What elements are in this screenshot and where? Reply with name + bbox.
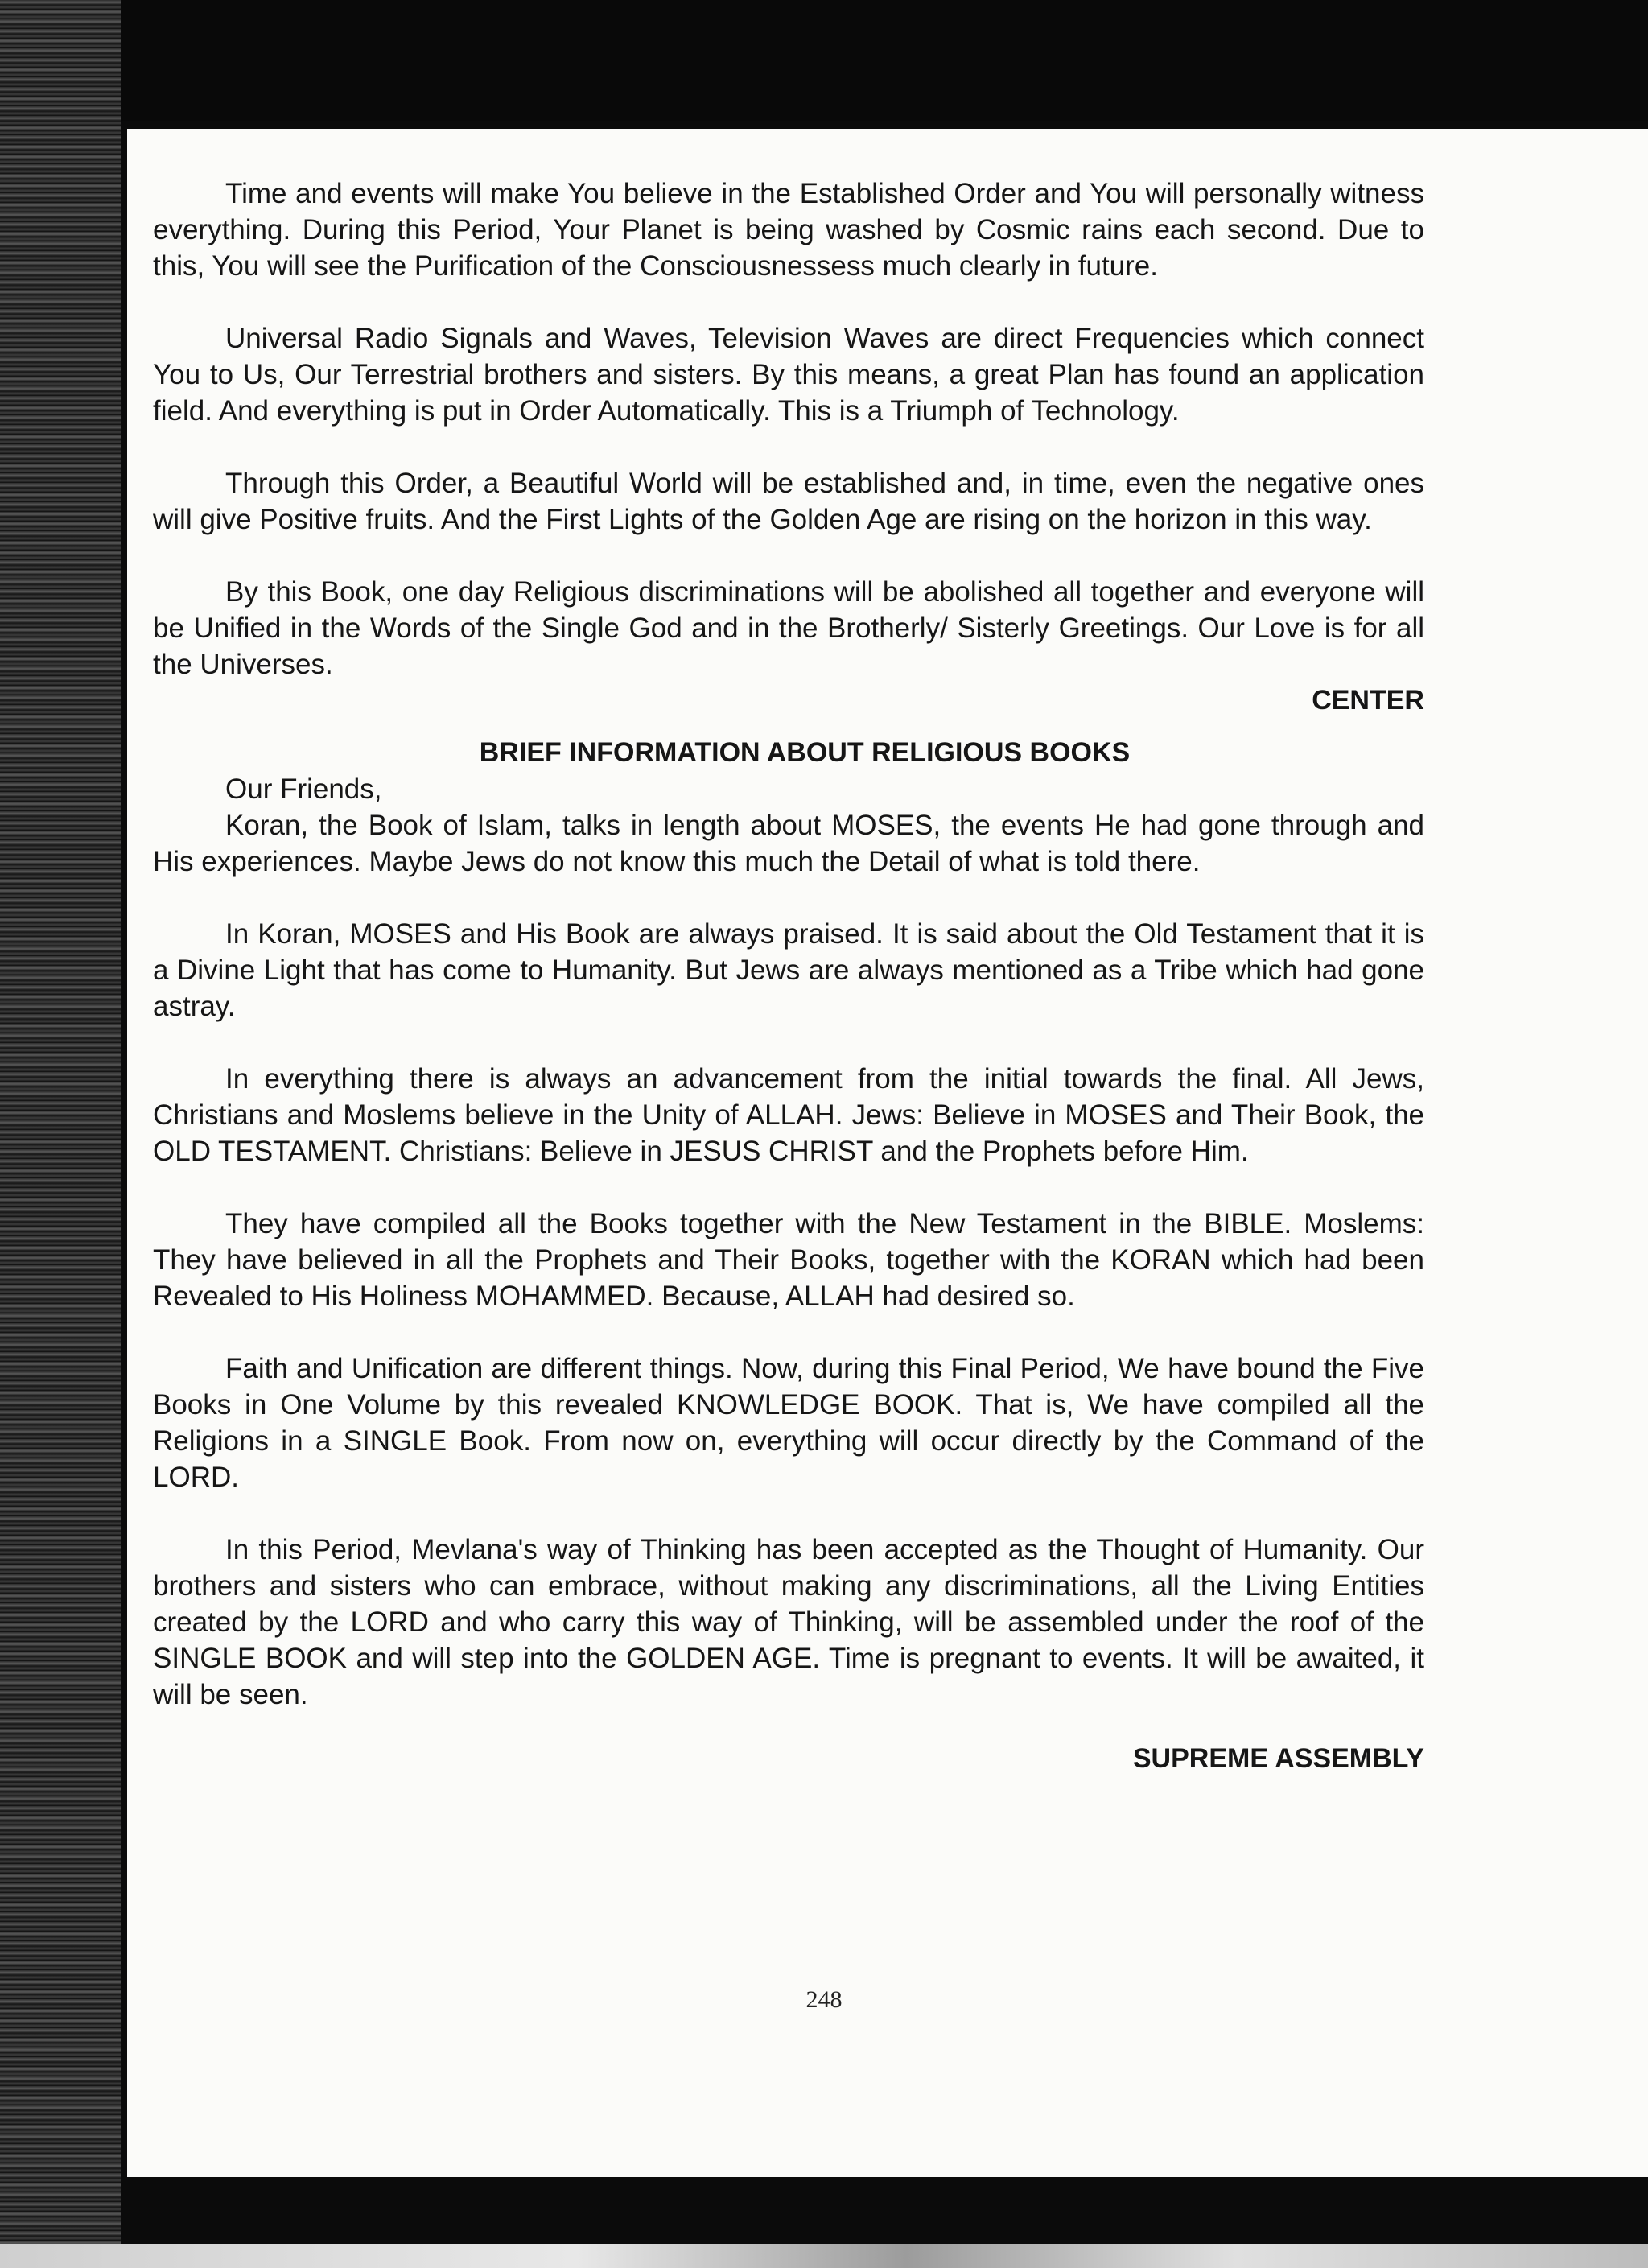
paragraph: Time and events will make You believe in the Established Order and You will personally witness everything. During this Period, Your Planet is being washed by Cosmic rains each second. Due to this, You will see the Purification of the Consciousnessess much clearly in future. <box>153 178 1424 282</box>
signature-center: CENTER <box>1312 685 1424 715</box>
section-heading: BRIEF INFORMATION ABOUT RELIGIOUS BOOKS <box>479 737 1131 768</box>
paragraph: Koran, the Book of Islam, talks in length about MOSES, the events He had gone through and His experiences. Maybe Jews do not know this much the Detail of what is told there. <box>153 810 1424 877</box>
paragraph: Universal Radio Signals and Waves, Television Waves are direct Frequencies which connect You to Us, Our Terrestrial brothers and sisters. By this means, a great Plan has found an application field. And everything is put in Order Automatically. This is a Triumph of Technology. <box>153 323 1424 427</box>
paragraph: Through this Order, a Beautiful World will be established and, in time, even the negative ones will give Positive fruits. And the First Lights of the Golden Age are rising on the horizon in this way. <box>153 468 1424 535</box>
paragraph: In Koran, MOSES and His Book are always praised. It is said about the Old Testament that it is a Divine Light that has come to Humanity. But Jews are always mentioned as a Tribe which had gone astray. <box>153 918 1424 1022</box>
paragraph: In this Period, Mevlana's way of Thinking has been accepted as the Thought of Humanity. Our brothers and sisters who can embrace, without making any discriminations, all the Living Entities created by the LORD and who carry this way of Thinking, will be assembled under the roof of the SINGLE BOOK and will step into the GOLDEN AGE. Time is pregnant to events. It will be awaited, it will be seen. <box>153 1534 1424 1710</box>
salutation: Our Friends, <box>225 773 382 805</box>
scan-left-edge <box>0 0 121 2268</box>
page-number: 248 <box>805 1986 843 2013</box>
signature-supreme-assembly: SUPREME ASSEMBLY <box>1132 1743 1424 1774</box>
scan-bottom-strip <box>0 2244 1648 2268</box>
paragraph: They have compiled all the Books together with the New Testament in the BIBLE. Moslems: They have believed in all the Prophets and Their Books, together with the KORAN which had been Revealed to His Holiness MOHAMMED. Because, ALLAH had desired so. <box>153 1208 1424 1312</box>
page-content <box>153 175 1424 1793</box>
scan-top-band <box>121 0 1648 121</box>
paragraph: By this Book, one day Religious discriminations will be abolished all together and everyone will be Unified in the Words of the Single God and in the Brotherly/ Sisterly Greetings. Our Love is for all the Universes. <box>153 576 1424 680</box>
paragraph: Faith and Unification are different things. Now, during this Final Period, We have bound the Five Books in One Volume by this revealed KNOWLEDGE BOOK. That is, We have compiled all the Religions in a SINGLE Book. From now on, everything will occur directly by the Command of the LORD. <box>153 1353 1424 1493</box>
paragraph: In everything there is always an advancement from the initial towards the final. All Jews, Christians and Moslems believe in the Unity of ALLAH. Jews: Believe in MOSES and Their Book, the OLD TESTAMENT. Christians: Believe in JESUS CHRIST and the Prophets before Him. <box>153 1063 1424 1167</box>
